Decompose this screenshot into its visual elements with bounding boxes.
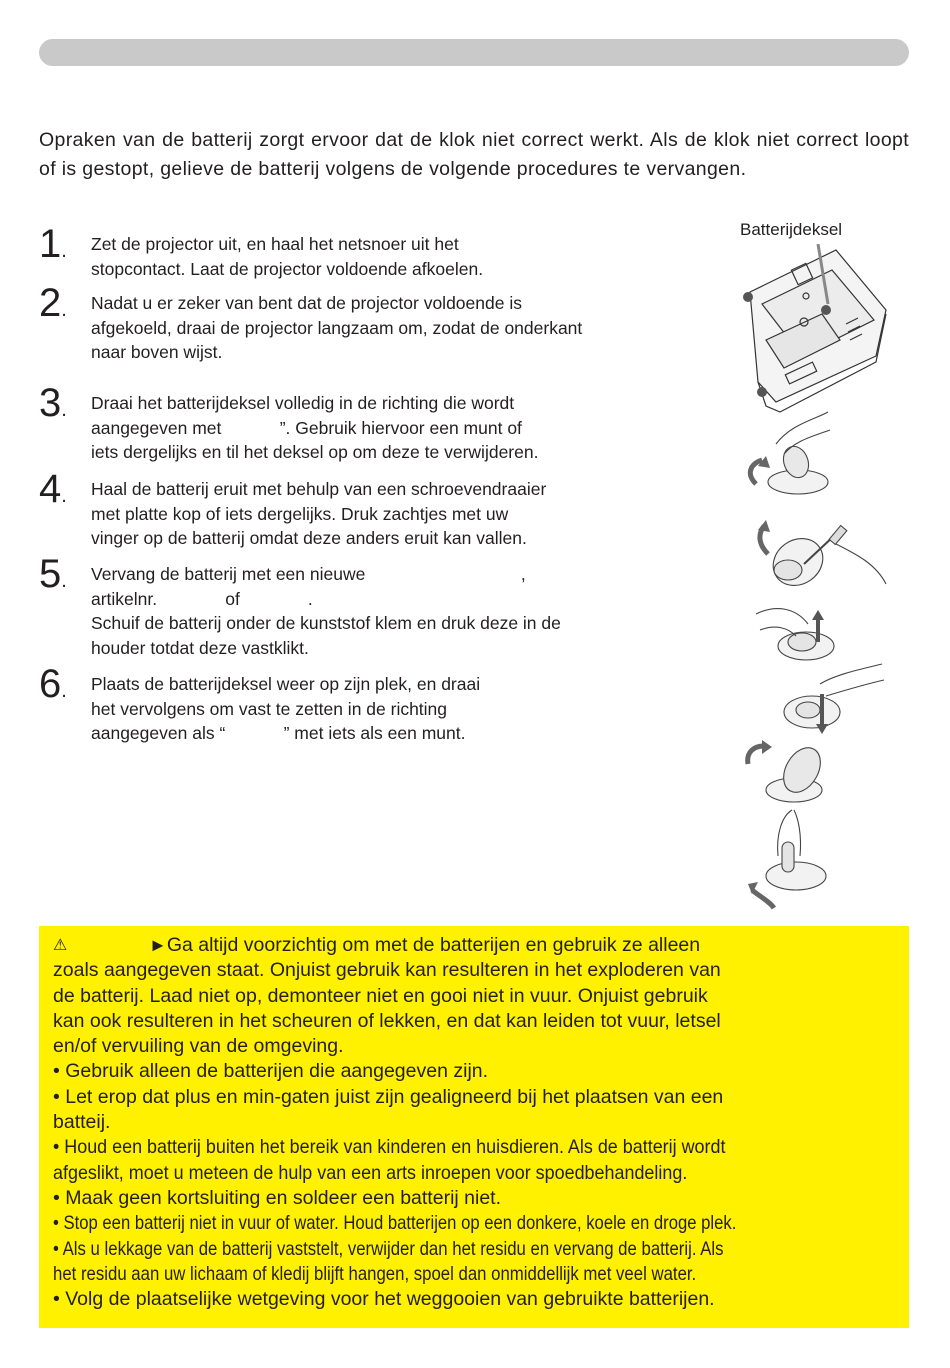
step-line: naar boven wijst.	[91, 342, 223, 362]
step-line: Zet de projector uit, en haal het netsnoer uit het	[91, 234, 459, 254]
step-line: iets dergelijks en til het deksel op om deze te verwijderen.	[91, 442, 539, 462]
finger-press-battery-illustration	[756, 609, 834, 660]
step-text	[91, 391, 711, 465]
step-line: Nadat u er zeker van bent dat de projector voldoende is	[91, 293, 522, 313]
step-line: Schuif de batterij onder de kunststof klem en druk deze in de	[91, 613, 561, 633]
step-number: 3.	[39, 381, 67, 425]
step-line: Draai het batterijdeksel volledig in de richting die wordt	[91, 393, 515, 413]
step-line: vinger op de batterij omdat deze anders eruit kan vallen.	[91, 528, 527, 548]
coin-turning-cover-illustration	[768, 412, 830, 494]
step-line: Haal de batterij eruit met behulp van een schroevendraaier	[91, 479, 547, 499]
screwdriver-remove-battery-illustration	[764, 526, 886, 595]
battery-cover-marker-icon	[821, 305, 831, 315]
insert-new-battery-illustration	[784, 664, 884, 728]
warning-line: en/of vervuiling van de omgeving.	[53, 1035, 344, 1058]
bullet-item: • Volg de plaatselijke wetgeving voor het weggooien van gebruikte batterijen.	[53, 1288, 715, 1311]
step-number: 2.	[39, 281, 67, 325]
step-number: 4.	[39, 467, 67, 511]
projector-underside-illustration	[750, 250, 886, 412]
step-number: 6.	[39, 662, 67, 706]
step-text	[91, 672, 711, 746]
pointer-arrow-icon: ►	[149, 935, 167, 955]
step-line: het vervolgens om vast te zetten in de richting	[91, 698, 448, 719]
warning-line: kan ook resulteren in het scheuren of lekken, en dat kan leiden tot vuur, letsel	[53, 1009, 721, 1032]
warning-text	[53, 933, 903, 1312]
warning-line: Ga altijd voorzichtig om met de batterijen en gebruik ze alleen	[166, 934, 701, 956]
intro-paragraph: Opraken van de batterij zorgt ervoor dat de klok niet correct werkt. Als de klok niet correct loopt of is gestopt, gelieve de batterij volgens de volgende procedures te vervangen.	[39, 129, 909, 180]
step-line: met platte kop of iets dergelijks. Druk zachtjes met uw	[91, 503, 509, 524]
step-text	[91, 232, 711, 281]
step-text	[91, 477, 711, 551]
step-line: aangegeven met ”. Gebruik hiervoor een munt of	[91, 417, 522, 438]
step-text	[91, 562, 711, 660]
foot-icon	[743, 292, 753, 302]
step-line: aangegeven als “ ” met iets als een munt.	[91, 723, 466, 743]
bullet-item: • Houd een batterij buiten het bereik van kinderen en huisdieren. Als de batterij wordt afgeslikt, moet u meteen de hulp van een arts inroepen voor spoedbehandeling.	[53, 1136, 726, 1184]
step-line: houder totdat deze vastklikt.	[91, 637, 309, 658]
push-arrow-icon	[812, 610, 824, 620]
bullet-item: • Stop een batterij niet in vuur of water. Houd batterijen op een donkere, koele en droge plek.	[53, 1212, 737, 1235]
warning-line: de batterij. Laad niet op, demonteer niet en gooi niet in vuur. Onjuist gebruik	[53, 984, 708, 1007]
section-header-bar	[39, 39, 909, 66]
battery-cover-label: Batterijdeksel	[740, 220, 843, 239]
step-number: 5.	[39, 552, 67, 596]
battery-replacement-illustrations	[736, 244, 896, 914]
rotate-arrow-icon	[748, 746, 764, 764]
warning-line: zoals aangegeven staat. Onjuist gebruik kan resulteren in het exploderen van	[53, 959, 721, 982]
warning-triangle-icon: ⚠	[53, 937, 68, 954]
step-line: Vervang de batterij met een nieuwe ,	[91, 564, 526, 584]
step-line: afgekoeld, draai de projector langzaam om, zodat de onderkant	[91, 317, 583, 338]
step-number: 1.	[39, 222, 67, 266]
warning-box	[39, 926, 909, 1328]
bullet-item: • Gebruik alleen de batterijen die aangegeven zijn.	[53, 1060, 489, 1083]
foot-icon	[757, 387, 767, 397]
push-arrow-icon	[816, 724, 828, 734]
step-line: stopcontact. Laat de projector voldoende afkoelen.	[91, 258, 484, 279]
replace-cover-illustration	[766, 741, 828, 802]
coin-tightening-cover-illustration	[766, 810, 826, 890]
bullet-item: • Maak geen kortsluiting en soldeer een batterij niet.	[53, 1186, 502, 1209]
step-line: Plaats de batterijdeksel weer op zijn plek, en draai	[91, 674, 481, 694]
step-line: artikelnr. of .	[91, 588, 313, 609]
bullet-item: • Als u lekkage van de batterij vaststelt, verwijder dan het residu en vervang de batterij. Als het residu aan uw lichaam of kledij blijft hangen, spoel dan onmiddellijk met veel water.	[53, 1237, 724, 1285]
bullet-item: • Let erop dat plus en min-gaten juist zijn gealigneerd bij het plaatsen van een batteij.	[53, 1085, 724, 1134]
step-text	[91, 291, 711, 365]
rotate-arrow-icon	[752, 890, 774, 908]
